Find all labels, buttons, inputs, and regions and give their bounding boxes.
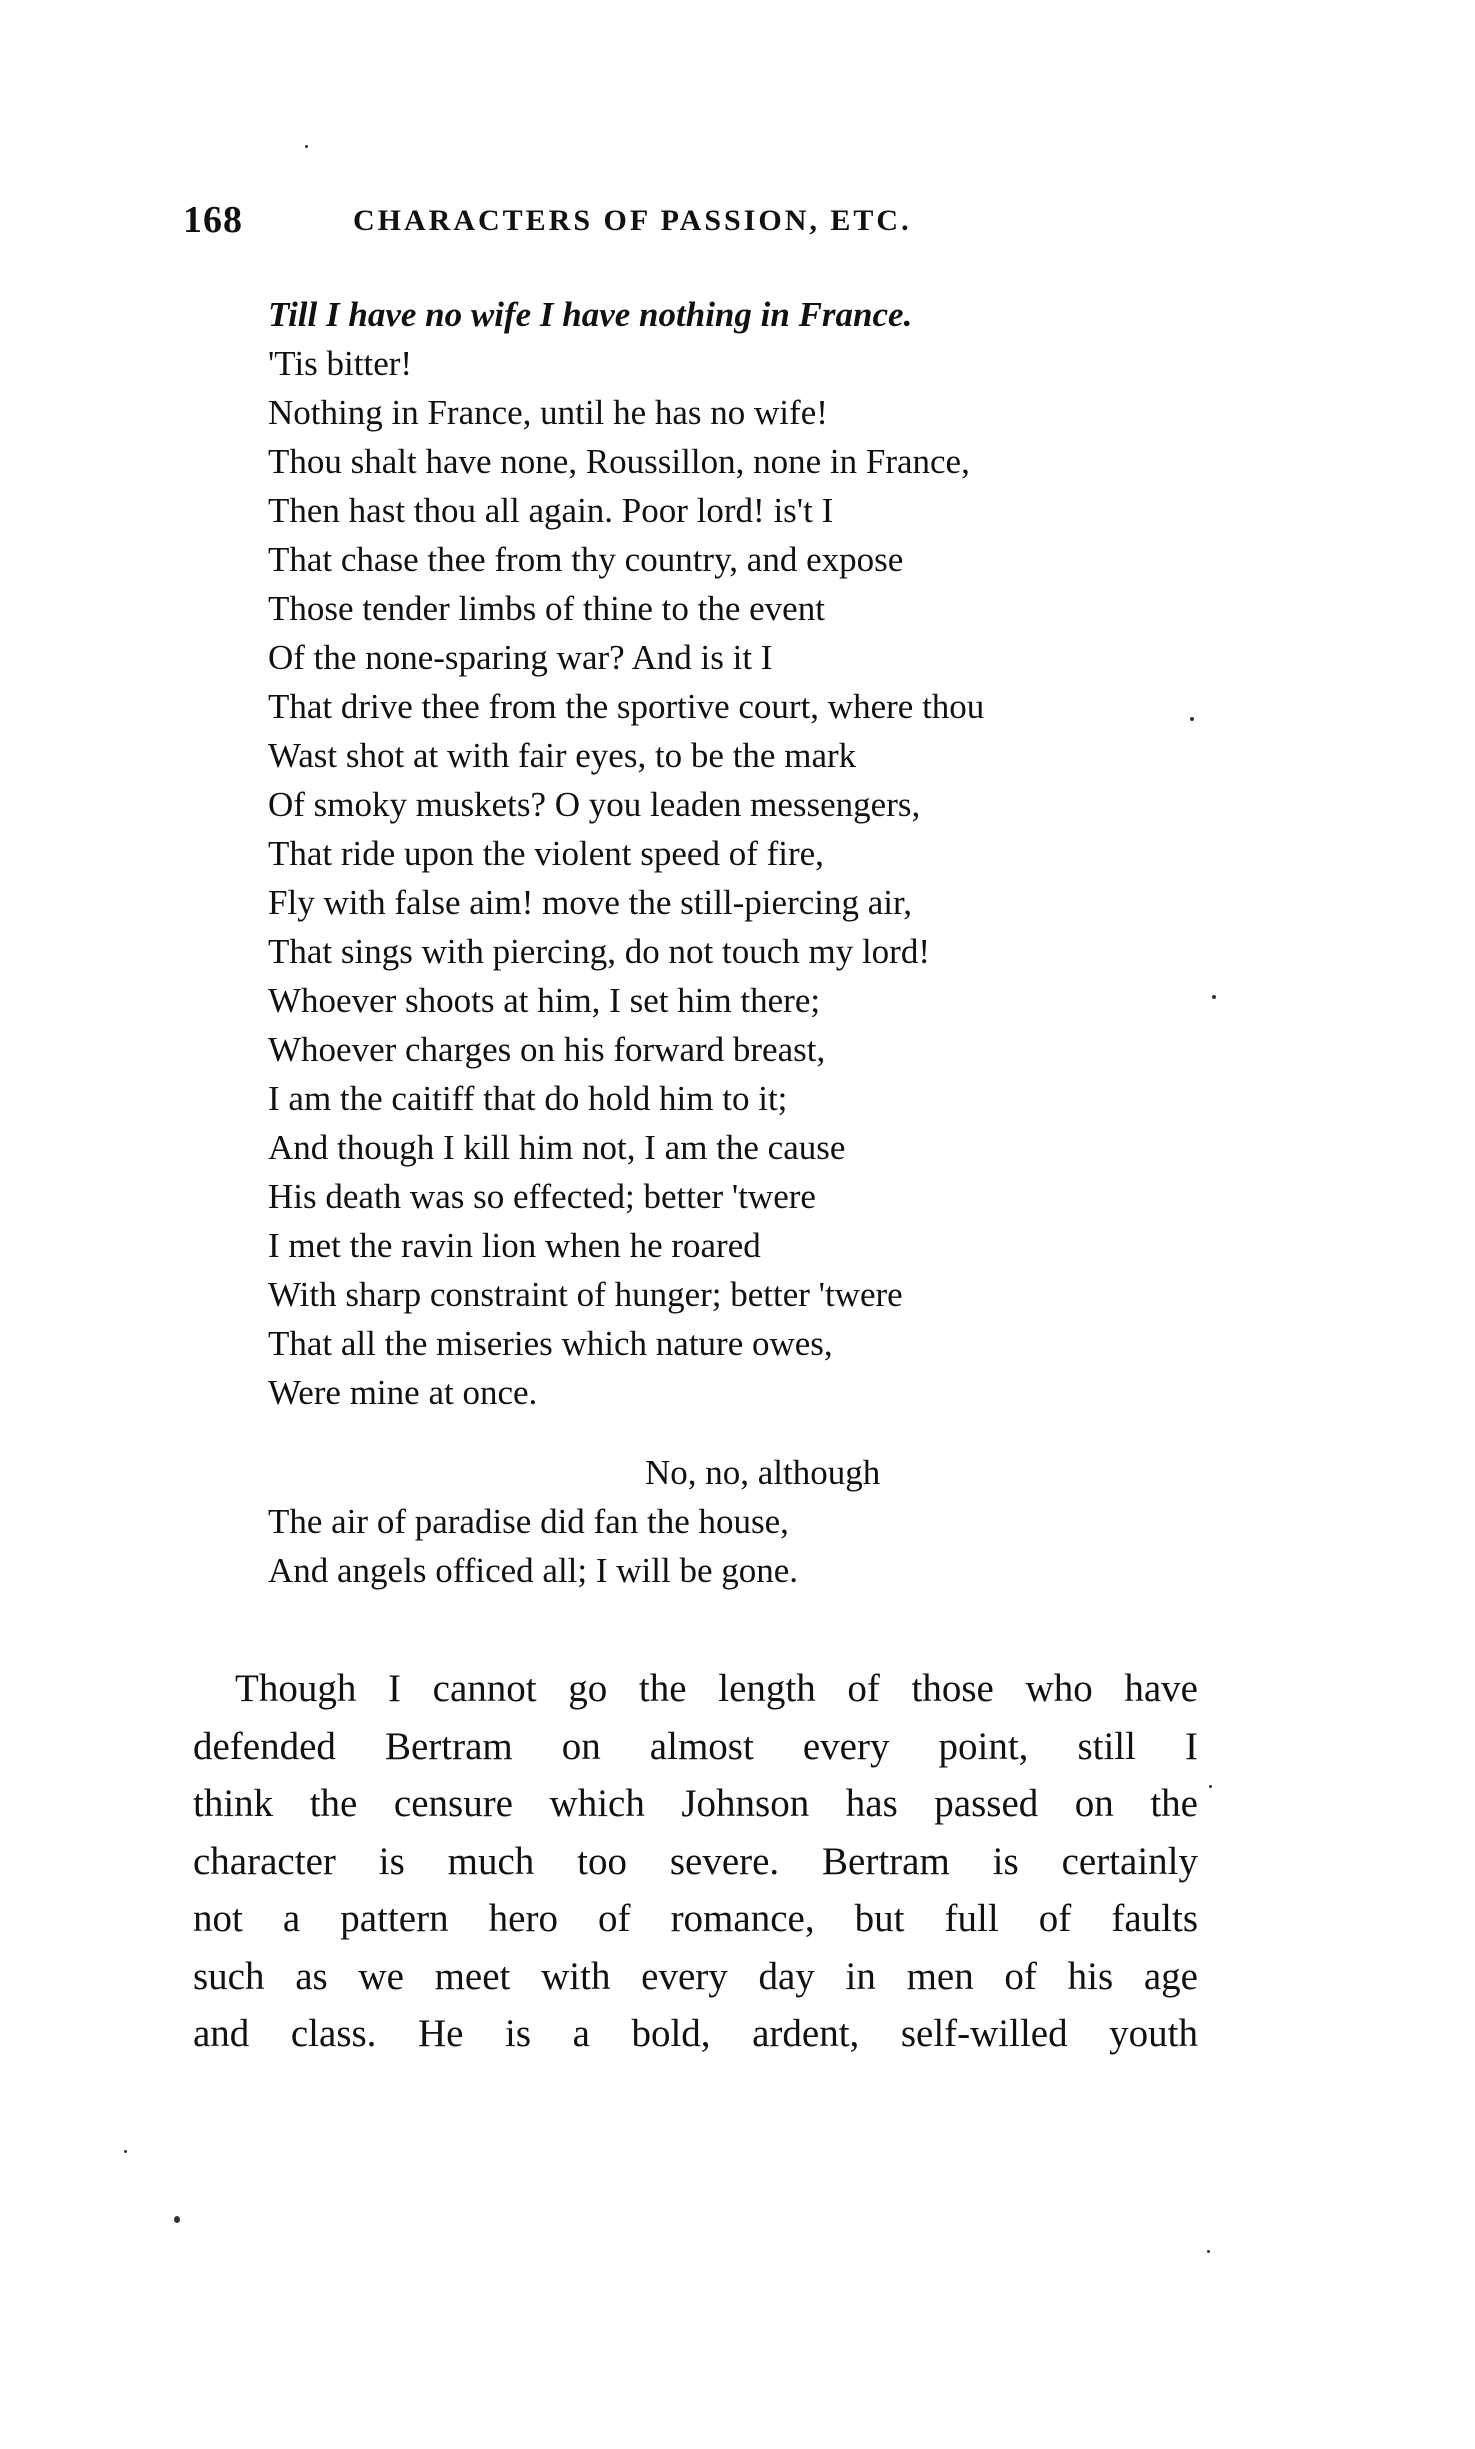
verse-line: And though I kill him not, I am the cause [268,1128,846,1167]
verse-line: Whoever charges on his forward breast, [268,1030,826,1069]
verse-line: I met the ravin lion when he roared [268,1226,761,1265]
scan-speck [1207,2250,1210,2253]
verse-line: Fly with false aim! move the still-piercing air, [268,883,912,922]
scan-speck [305,145,308,148]
verse-line: And angels officed all; I will be gone. [268,1551,799,1590]
verse-line: Of the none-sparing war? And is it I [268,638,773,677]
prose-line: defended Bertram on almost every point, still I [193,1724,1198,1768]
scan-speck [1209,1785,1212,1788]
verse-line: I am the caitiff that do hold him to it; [268,1079,788,1118]
prose-line: not a pattern hero of romance, but full of faults [193,1897,1198,1940]
verse-line: No, no, although [645,1453,881,1492]
prose-line: such as we meet with every day in men of his age [193,1954,1198,1998]
verse-quotation [268,290,1168,1417]
prose-line: and class. He is a bold, ardent, self-willed youth [193,2012,1198,2055]
verse-line: 'Tis bitter! [268,344,413,383]
verse-line: That drive thee from the sportive court, where thou [268,687,985,726]
verse-line: That chase thee from thy country, and expose [268,540,904,579]
scan-speck [1212,995,1216,999]
page-number: 168 [183,199,243,241]
verse-line: Whoever shoots at him, I set him there; [268,981,821,1020]
verse-line: Then hast thou all again. Poor lord! is't I [268,491,834,530]
verse-line: With sharp constraint of hunger; better 'twere [268,1275,903,1314]
prose-line: Though I cannot go the length of those who have [235,1667,1198,1710]
prose-paragraph [193,1660,1198,2063]
scan-speck [1190,717,1194,721]
verse-line: That sings with piercing, do not touch my lord! [268,932,930,971]
verse-line: Were mine at once. [268,1373,538,1412]
verse-line: Those tender limbs of thine to the event [268,589,825,628]
verse-line: Thou shalt have none, Roussillon, none in France, [268,442,970,481]
prose-line: think the censure which Johnson has passed on the [193,1782,1198,1825]
scan-speck [124,2150,127,2153]
scan-speck [174,2216,180,2223]
verse-continuation [268,1448,1168,1595]
running-head: CHARACTERS OF PASSION, ETC. [353,204,912,237]
verse-line: The air of paradise did fan the house, [268,1502,789,1541]
verse-line: Of smoky muskets? O you leaden messengers, [268,785,921,824]
verse-line: Till I have no wife I have nothing in France. [268,295,913,334]
page-header [183,198,1123,246]
verse-line: That ride upon the violent speed of fire, [268,834,824,873]
verse-line: Wast shot at with fair eyes, to be the mark [268,736,857,775]
prose-line: character is much too severe. Bertram is certainly [193,1839,1198,1883]
verse-line: That all the miseries which nature owes, [268,1324,833,1363]
verse-line: Nothing in France, until he has no wife! [268,393,828,432]
verse-line: His death was so effected; better 'twere [268,1177,816,1216]
